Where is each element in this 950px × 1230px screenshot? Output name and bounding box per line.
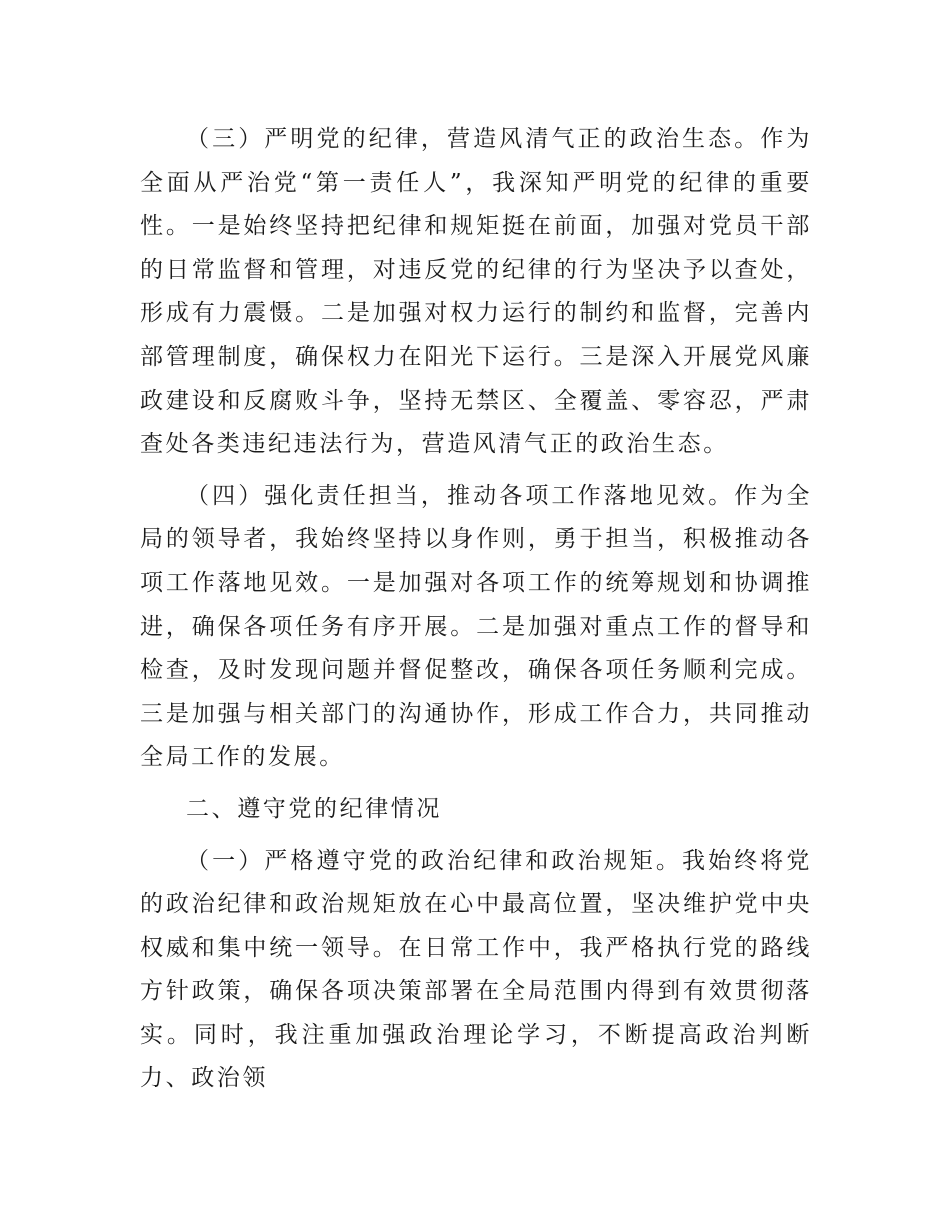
paragraph-political-discipline: （一）严格遵守党的政治纪律和政治规矩。我始终将党的政治纪律和政治规矩放在心中最高位置，坚决维护党中央权威和集中统一领导。在日常工作中，我严格执行党的路线方针政策，确保各项决策部署在全局范围内得到有效贯彻落实。同时，我注重加强政治理论学习，不断提高政治判断力、政治领 [140, 847, 812, 1092]
paragraph-discipline-ecology: （三）严明党的纪律，营造风清气正的政治生态。作为全面从严治党“第一责任人”，我深知严明党的纪律的重要性。一是始终坚持把纪律和规矩挺在前面，加强对党员干部的日常监督和管理，对违反党的纪律的行为坚决予以查处，形成有力震慑。二是加强对权力运行的制约和监督，完善内部管理制度，确保权力在阳光下运行。三是深入开展党风廉政建设和反腐败斗争，坚持无禁区、全覆盖、零容忍，严肃查处各类违纪违法行为，营造风清气正的政治生态。 [140, 126, 812, 458]
document-body [140, 118, 812, 1109]
paragraph-responsibility: （四）强化责任担当，推动各项工作落地见效。作为全局的领导者，我始终坚持以身作则，勇于担当，积极推动各项工作落地见效。一是加强对各项工作的统筹规划和协调推进，确保各项任务有序开展。二是加强对重点工作的督导和检查，及时发现问题并督促整改，确保各项任务顺利完成。三是加强与相关部门的沟通协作，形成工作合力，共同推动全局工作的发展。 [140, 482, 812, 771]
section-heading: 二、遵守党的纪律情况 [186, 795, 442, 822]
